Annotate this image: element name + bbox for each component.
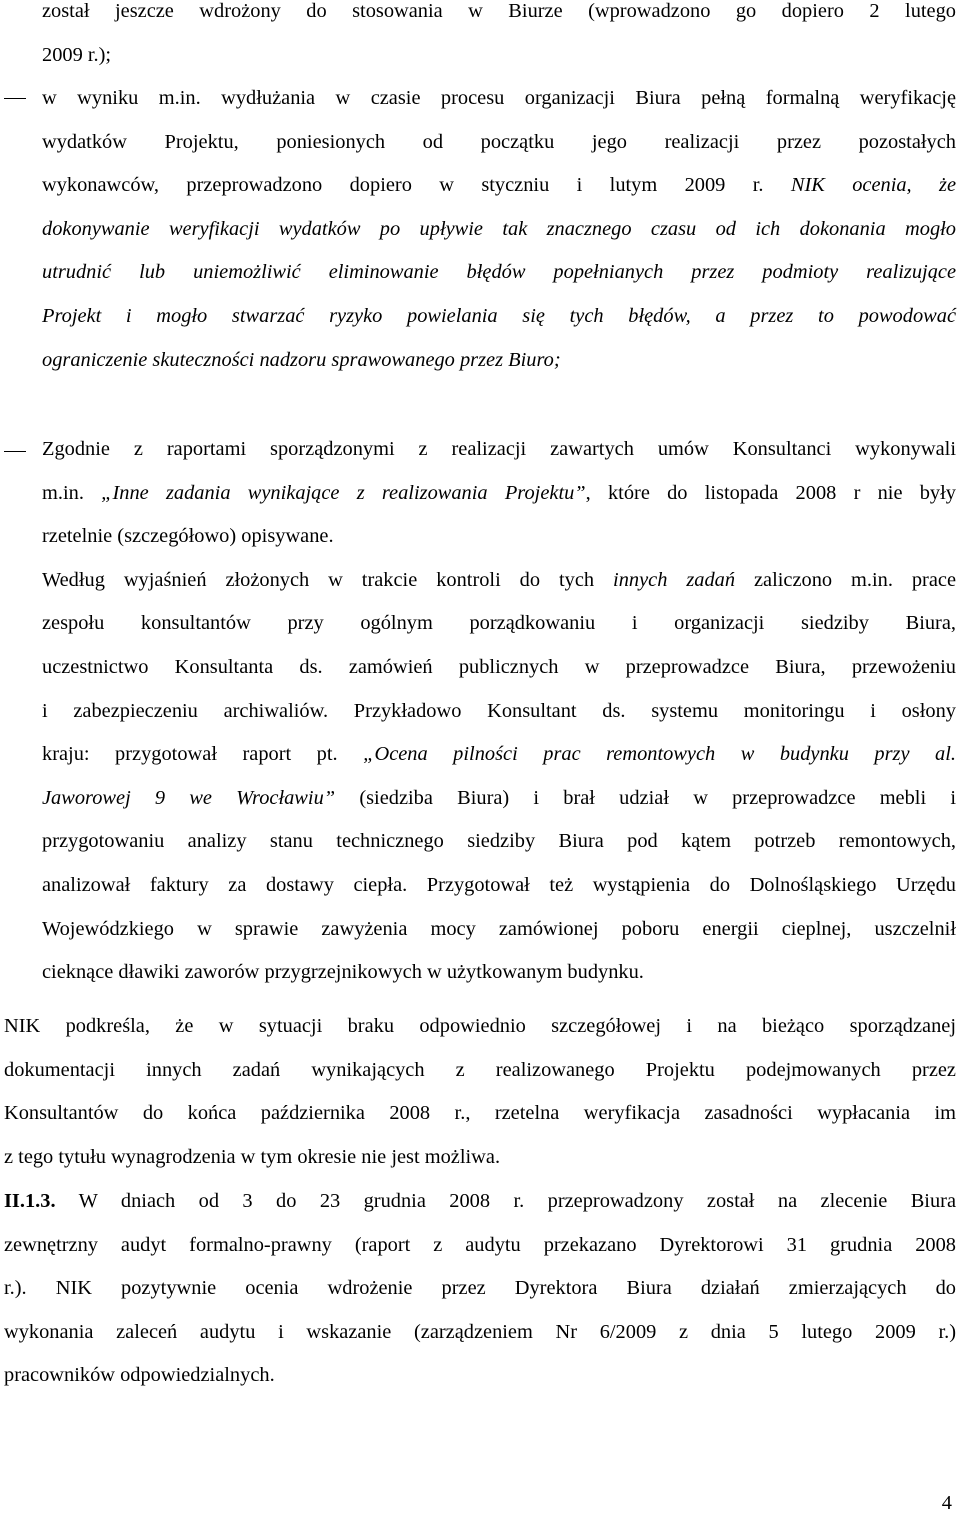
text-span: Według wyjaśnień złożonych w trakcie kontroli do tych: [42, 568, 595, 591]
text-line: rzetelnie (szczegółowo) opisywane.: [42, 525, 334, 548]
italic-text: Projekt i mogło stwarzać ryzyko powielania się tych błędów, a przez to powodować: [42, 304, 956, 327]
text-line: [42, 733, 956, 777]
text-line: [42, 339, 956, 383]
italic-text: ograniczenie skuteczności nadzoru sprawowanego przez Biuro;: [42, 348, 561, 371]
text-line: analizował faktury za dostawy ciepła. Przygotował też wystąpienia do Dolnośląskiego Urzędu: [42, 873, 956, 896]
italic-text: innych zadań: [613, 568, 736, 591]
italic-text: „Inne zadania wynikające z realizowania Projektu”: [101, 481, 586, 504]
text-line: [42, 559, 956, 603]
text-line: cieknące dławiki zaworów przygrzejnikowych w użytkowanym budynku.: [42, 961, 644, 984]
section-number: II.1.3.: [4, 1190, 56, 1212]
bullet-item-reports: [42, 428, 956, 995]
text-line: Wojewódzkiego w sprawie zawyżenia mocy zamówionej poboru energii cieplnej, uszczelnił: [42, 917, 956, 940]
text-span: W dniach od 3 do 23 grudnia 2008 r. przeprowadzony został na zlecenie Biura: [78, 1190, 956, 1212]
text-line: wykonania zaleceń audytu i wskazanie (zarządzeniem Nr 6/2009 z dnia 5 lutego 2009 r.): [4, 1320, 956, 1343]
bullet-dash: [4, 98, 26, 99]
text-line: dokumentacji innych zadań wynikających z realizowanego Projektu podejmowanych przez: [4, 1058, 956, 1081]
text-line: [42, 295, 956, 339]
italic-text: dokonywanie weryfikacji wydatków po upływie tak znacznego czasu od ich dokonania mogło: [42, 217, 956, 240]
italic-text: Jaworowej 9 we Wrocławiu”: [42, 786, 336, 809]
paragraph-nik-emphasis: [4, 1005, 956, 1179]
text-line: r.). NIK pozytywnie ocenia wdrożenie przez Dyrektora Biura działań zmierzających do: [4, 1277, 956, 1300]
text-span: wykonawców, przeprowadzono dopiero w styczniu i lutym 2009 r.: [42, 174, 764, 197]
bullet-dash: [4, 451, 26, 452]
paragraph-audit: [4, 1180, 956, 1398]
text-span: zaliczono m.in. prace: [753, 568, 957, 591]
text-line: Zgodnie z raportami sporządzonymi z realizacji zawartych umów Konsultanci wykonywali: [42, 438, 956, 460]
text-line: w wyniku m.in. wydłużania w czasie procesu organizacji Biura pełną formalną weryfikację: [42, 87, 956, 109]
bullet-item-verification: [42, 77, 956, 382]
italic-text: NIK ocenia, że: [790, 174, 956, 197]
text-line: został jeszcze wdrożony do stosowania w Biurze (wprowadzono go dopiero 2 lutego: [42, 0, 956, 22]
page-number: 4: [941, 1492, 952, 1514]
text-span: m.in.: [42, 481, 84, 504]
text-line: z tego tytułu wynagrodzenia w tym okresie nie jest możliwa.: [4, 1145, 501, 1168]
text-span: , które do listopada 2008 r nie były: [585, 481, 956, 504]
text-span: kraju: przygotował raport pt.: [42, 743, 338, 766]
text-line: [42, 777, 956, 821]
text-line: 2009 r.);: [42, 43, 112, 66]
text-span: (siedziba Biura) i brał udział w przeprowadzce mebli i: [359, 786, 956, 809]
text-line: [42, 251, 956, 295]
text-line: zewnętrzny audyt formalno-prawny (raport z audytu przekazano Dyrektorowi 31 grudnia 2008: [4, 1233, 956, 1256]
text-line: pracowników odpowiedzialnych.: [4, 1364, 275, 1387]
text-line: i zabezpieczeniu archiwaliów. Przykładowo Konsultant ds. systemu monitoringu i osłony: [42, 699, 956, 722]
text-line: Konsultantów do końca października 2008 r., rzetelna weryfikacja zasadności wypłacania im: [4, 1102, 956, 1125]
text-line: [42, 164, 956, 208]
italic-text: utrudnić lub uniemożliwić eliminowanie błędów popełnianych przez podmioty realizujące: [42, 261, 956, 284]
italic-text: „Ocena pilności prac remontowych w budynku przy al.: [363, 743, 956, 766]
text-line: [4, 1180, 956, 1224]
paragraph-continuation: [42, 0, 956, 77]
text-line: [42, 208, 956, 252]
text-line: przygotowaniu analizy stanu technicznego siedziby Biura pod kątem potrzeb remontowych,: [42, 830, 956, 853]
text-line: zespołu konsultantów przy ogólnym porządkowaniu i organizacji siedziby Biura,: [42, 612, 956, 635]
text-line: NIK podkreśla, że w sytuacji braku odpowiednio szczegółowej i na bieżąco sporządzanej: [4, 1015, 956, 1037]
text-line: [42, 472, 956, 516]
text-line: wydatków Projektu, poniesionych od początku jego realizacji przez pozostałych: [42, 130, 956, 153]
text-line: uczestnictwo Konsultanta ds. zamówień publicznych w przeprowadzce Biura, przewożeniu: [42, 655, 956, 678]
